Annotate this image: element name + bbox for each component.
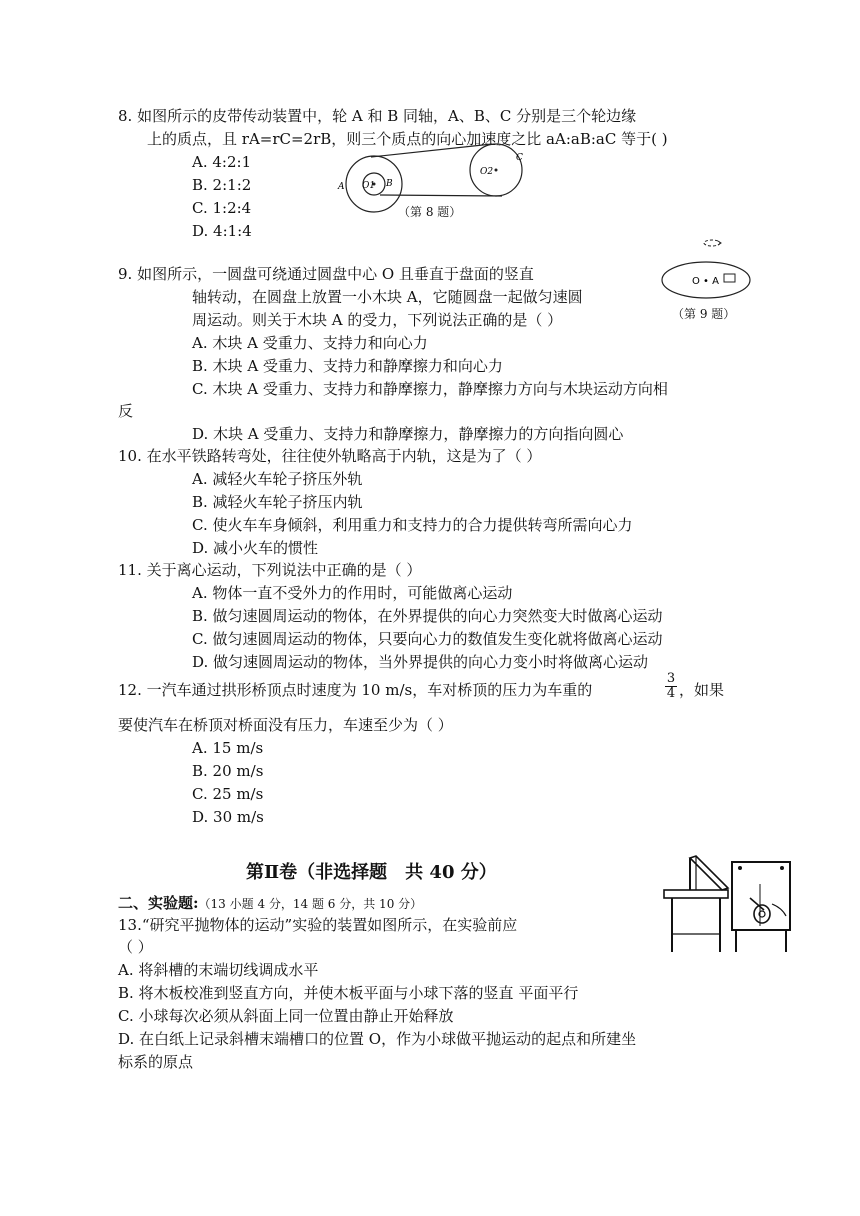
q8-option-b: B. 2:1:2 — [192, 176, 252, 194]
q10-option-a: A. 减轻火车轮子挤压外轨 — [192, 470, 363, 488]
disk-label: O • A — [692, 276, 719, 287]
q10-stem: 10. 在水平铁路转弯处，往往使外轨略高于内轨，这是为了（ ） — [118, 447, 542, 465]
q11-option-a: A. 物体一直不受外力的作用时，可能做离心运动 — [192, 584, 513, 602]
q13-option-a: A. 将斜槽的末端切线调成水平 — [118, 961, 319, 979]
q9-option-b: B. 木块 A 受重力、支持力和静摩擦力和向心力 — [192, 357, 503, 375]
q11-option-d: D. 做匀速圆周运动的物体，当外界提供的向心力变小时将做离心运动 — [192, 653, 649, 671]
section-note: （13 小题 4 分，14 题 6 分，共 10 分） — [198, 897, 423, 911]
label-o1: O1 — [362, 181, 376, 191]
q12-stem-line2: 要使汽车在桥顶对桥面没有压力，车速至少为（ ） — [118, 716, 453, 734]
q11-option-c: C. 做匀速圆周运动的物体，只要向心力的数值发生变化就将做离心运动 — [192, 630, 663, 648]
q8-stem-line1: 8. 如图所示的皮带传动装置中，轮 A 和 B 同轴，A、B、C 分别是三个轮边缘 — [118, 107, 637, 125]
q11-option-b: B. 做匀速圆周运动的物体，在外界提供的向心力突然变大时做离心运动 — [192, 607, 663, 625]
q10-option-b: B. 减轻火车轮子挤压内轨 — [192, 493, 363, 511]
q9-stem-line1: 9. 如图所示，一圆盘可绕通过圆盘中心 O 且垂直于盘面的竖直 — [118, 265, 534, 283]
q9-stem-line2: 轴转动，在圆盘上放置一小木块 A，它随圆盘一起做匀速圆 — [192, 288, 583, 306]
q9-option-c-cont: 反 — [118, 402, 134, 420]
q9-option-a: A. 木块 A 受重力、支持力和向心力 — [192, 334, 428, 352]
q13-option-b: B. 将木板校准到竖直方向，并使木板平面与小球下落的竖直 平面平行 — [118, 984, 579, 1002]
q10-option-c: C. 使火车车身倾斜，利用重力和支持力的合力提供转弯所需向心力 — [192, 516, 633, 534]
q12-option-b: B. 20 m/s — [192, 762, 264, 780]
part2-title: 第Ⅱ卷（非选择题 共 40 分） — [246, 862, 497, 883]
section-label: 二、实验题: — [118, 894, 199, 912]
label-b: B — [386, 179, 393, 189]
q8-stem-line2: 上的质点，且 rA=rC=2rB，则三个质点的向心加速度之比 aA:aB:aC 等于( ) — [147, 130, 668, 148]
projectile-apparatus-figure — [660, 848, 800, 956]
label-o2: O2 — [480, 167, 494, 177]
section-heading — [118, 892, 422, 913]
label-c: C — [516, 153, 523, 163]
q9-option-d: D. 木块 A 受重力、支持力和静摩擦力，静摩擦力的方向指向圆心 — [192, 425, 624, 443]
q8-option-d: D. 4:1:4 — [192, 222, 252, 240]
q11-stem: 11. 关于离心运动，下列说法中正确的是（ ） — [118, 561, 422, 579]
fraction-numerator: 3 — [666, 671, 676, 686]
q13-stem-line2: （ ） — [118, 938, 153, 956]
q12-option-d: D. 30 m/s — [192, 808, 264, 826]
q9-option-c: C. 木块 A 受重力、支持力和静摩擦力，静摩擦力方向与木块运动方向相 — [192, 380, 668, 398]
q13-option-d: D. 在白纸上记录斜槽末端槽口的位置 O，作为小球做平抛运动的起点和所建坐 — [118, 1030, 637, 1048]
label-a: A — [338, 182, 345, 192]
q8-option-a: A. 4:2:1 — [192, 153, 252, 171]
q13-option-c: C. 小球每次必须从斜面上同一位置由静止开始释放 — [118, 1007, 454, 1025]
q8-option-c: C. 1:2:4 — [192, 199, 252, 217]
q9-stem-line3: 周运动。则关于木块 A 的受力，下列说法正确的是（ ） — [192, 311, 563, 329]
q12-stem-pre: 12. 一汽车通过拱形桥顶点时速度为 10 m/s，车对桥顶的压力为车重的 — [118, 681, 593, 699]
q12-stem-post: ，如果 — [679, 681, 725, 699]
q10-option-d: D. 减小火车的惯性 — [192, 539, 319, 557]
rotating-disk-figure — [660, 236, 760, 306]
q13-option-d-cont: 标系的原点 — [118, 1053, 194, 1071]
q8-figure-caption: （第 8 题） — [398, 205, 462, 219]
q12-option-c: C. 25 m/s — [192, 785, 264, 803]
q12-option-a: A. 15 m/s — [192, 739, 264, 757]
q9-figure-caption: （第 9 题） — [672, 307, 736, 321]
fraction-denominator: 4 — [666, 686, 676, 701]
q13-stem-line1: 13.“研究平抛物体的运动”实验的装置如图所示，在实验前应 — [118, 916, 518, 934]
fraction-three-quarters — [665, 672, 677, 701]
